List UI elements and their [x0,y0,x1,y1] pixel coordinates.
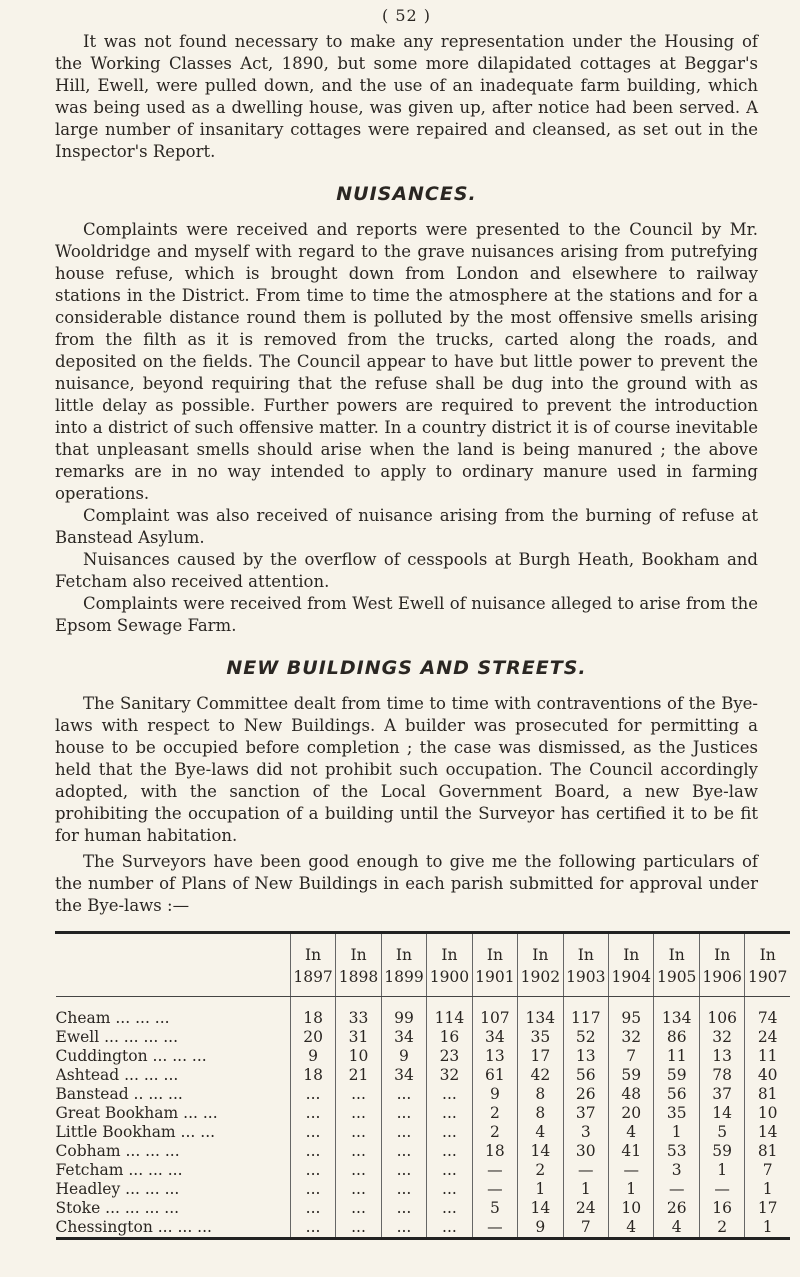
plan-count-cell: 14 [518,1142,563,1161]
page-number: ( 52 ) [381,6,431,25]
place-name-cell: Little Bookham ... ... [55,1123,216,1141]
plan-count-cell: ... [290,1180,335,1199]
plan-count-cell: 34 [381,1028,426,1047]
plan-count-cell: 59 [609,1066,654,1085]
plan-count-cell: — [563,1161,608,1180]
intro-paragraph: It was not found necessary to make any representation under the Housing of the Working Classes Act, 1890, but some more dilapidated cottages at Beggar's Hill, Ewell, were pulled down, and the use of an inadequate farm building, which was being used as a dwelling house, was given up, after notice had been served. A large number of insanitary cottages were repaired and cleansed, as set out in the Inspector's Report. [55,32,758,161]
new-buildings-paragraph-1: The Sanitary Committee dealt from time to time with contraventions of the Bye-laws with respect to New Buildings. A builder was prosecuted for permitting a house to be occupied before completion ; the case was dismissed, as the Justices held that the Bye-laws did not prohibit such occupation. The Council accordingly adopted, with the sanction of the Local Government Board, a new Bye-law prohibiting the occupation of a building until the Surveyor has certified it to be fit for human habitation. [55,694,758,845]
plan-count-cell: ... [336,1142,381,1161]
plan-count-cell: ... [336,1199,381,1218]
plan-count-cell: 1 [563,1180,608,1199]
place-name-cell: Cheam ... ... ... [55,1009,170,1027]
plan-count-cell: 10 [745,1104,790,1123]
place-name-cell: Banstead .. ... ... [55,1085,183,1103]
plan-count-cell: 18 [290,1066,335,1085]
plan-count-cell: 32 [699,1028,744,1047]
plan-count-cell: 13 [699,1047,744,1066]
plan-count-cell: ... [427,1104,472,1123]
plan-count-cell: ... [290,1085,335,1104]
plan-count-cell: ... [381,1085,426,1104]
building-plans-table [55,931,790,1242]
plan-count-cell: 95 [609,997,654,1029]
plan-count-cell: 20 [609,1104,654,1123]
place-name-cell: Cuddington ... ... ... [55,1047,207,1065]
table-row [56,1028,791,1047]
plan-count-cell: ... [290,1199,335,1218]
plan-count-cell: 4 [654,1218,699,1239]
plan-count-cell: ... [290,1142,335,1161]
plan-count-cell: 1 [699,1161,744,1180]
plan-count-cell: 13 [563,1047,608,1066]
year-header: In 1905 [654,934,699,997]
year-header: In 1907 [745,934,790,997]
year-header: In 1904 [609,934,654,997]
plan-count-cell: ... [336,1180,381,1199]
year-header: In 1903 [563,934,608,997]
plan-count-cell: 3 [563,1123,608,1142]
nuisances-paragraph-1: Complaints were received and reports were presented to the Council by Mr. Wooldridge and myself with regard to the grave nuisances arising from putrefying house refuse, which is brought down from London and elsewhere to railway stations in the District. From time to time the atmosphere at the stations and for a considerable distance round them is polluted by the most offensive smells arising from the filth as it is removed from the trucks, carted along the roads, and deposited on the fields. The Council appear to have but little power to prevent the nuisance, beyond requiring that the refuse shall be dug into the ground with as little delay as possible. Further powers are required to prevent the introduction into a district of such offensive matter. In a country district it is of course inevitable that unpleasant smells should arise when the land is being manured ; the above remarks are in no way intended to apply to ordinary manure used in farming operations. [55,220,758,503]
plan-count-cell: 9 [472,1085,517,1104]
place-name-cell: Stoke ... ... ... ... [55,1199,180,1217]
plan-count-cell: — [699,1180,744,1199]
plan-count-cell: 56 [563,1066,608,1085]
plan-count-cell: ... [381,1199,426,1218]
plan-count-cell: 4 [609,1123,654,1142]
plan-count-cell: 11 [745,1047,790,1066]
place-name-cell: Headley ... ... ... [55,1180,180,1198]
plan-count-cell: 1 [518,1180,563,1199]
year-header: In 1906 [699,934,744,997]
plan-count-cell: ... [427,1218,472,1239]
place-name-cell: Chessington ... ... ... [55,1218,212,1236]
plan-count-cell: 14 [518,1199,563,1218]
plan-count-cell: 14 [699,1104,744,1123]
plan-count-cell: 9 [518,1218,563,1239]
plan-count-cell: 14 [745,1123,790,1142]
plan-count-cell: 48 [609,1085,654,1104]
plan-count-cell: 9 [290,1047,335,1066]
plan-count-cell: 32 [609,1028,654,1047]
plan-count-cell: 56 [654,1085,699,1104]
plan-count-cell: ... [427,1085,472,1104]
plan-count-cell: 32 [427,1066,472,1085]
plan-count-cell: 1 [745,1218,790,1239]
plan-count-cell: 134 [654,997,699,1029]
plan-count-cell: 52 [563,1028,608,1047]
plan-count-cell: 18 [290,997,335,1029]
plan-count-cell: 4 [609,1218,654,1239]
plan-count-cell: ... [427,1161,472,1180]
new-buildings-paragraph-2: The Surveyors have been good enough to give me the following particulars of the number of Plans of New Buildings in each parish submitted for approval under the Bye-laws :— [55,852,758,915]
plan-count-cell: 78 [699,1066,744,1085]
plan-count-cell: 5 [472,1199,517,1218]
plan-count-cell: ... [381,1123,426,1142]
plan-count-cell: 11 [654,1047,699,1066]
new-buildings-heading: NEW BUILDINGS AND STREETS. [226,657,587,679]
table-row [56,1142,791,1161]
plan-count-cell: ... [381,1218,426,1239]
plan-count-cell: 7 [745,1161,790,1180]
plan-count-cell: 61 [472,1066,517,1085]
nuisances-paragraph-3: Nuisances caused by the overflow of cesspools at Burgh Heath, Bookham and Fetcham also received attention. [55,550,758,591]
plan-count-cell: 33 [336,997,381,1029]
place-name-cell: Ashtead ... ... ... [55,1066,179,1084]
plan-count-cell: 34 [472,1028,517,1047]
plan-count-cell: ... [427,1180,472,1199]
plan-count-cell: 53 [654,1142,699,1161]
plan-count-cell: 26 [563,1085,608,1104]
plan-count-cell: 17 [518,1047,563,1066]
plan-count-cell: 10 [609,1199,654,1218]
plan-count-cell: ... [381,1180,426,1199]
plan-count-cell: 10 [336,1047,381,1066]
plan-count-cell: 41 [609,1142,654,1161]
year-header: In 1902 [518,934,563,997]
plan-count-cell: ... [427,1123,472,1142]
plan-count-cell: ... [336,1161,381,1180]
place-name-cell: Great Bookham ... ... [55,1104,218,1122]
plan-count-cell: 106 [699,997,744,1029]
plan-count-cell: 8 [518,1104,563,1123]
plan-count-cell: ... [336,1085,381,1104]
plan-count-cell: 2 [699,1218,744,1239]
plan-count-cell: 23 [427,1047,472,1066]
table-row [56,1085,791,1104]
plan-count-cell: 24 [745,1028,790,1047]
plan-count-cell: 16 [427,1028,472,1047]
plan-count-cell: 26 [654,1199,699,1218]
table-header-row [56,934,791,997]
plan-count-cell: 81 [745,1142,790,1161]
plan-count-cell: 42 [518,1066,563,1085]
plan-count-cell: 8 [518,1085,563,1104]
plan-count-cell: 81 [745,1085,790,1104]
plan-count-cell: ... [427,1199,472,1218]
place-name-cell: Fetcham ... ... ... [55,1161,183,1179]
year-header: In 1900 [427,934,472,997]
plan-count-cell: ... [290,1161,335,1180]
plan-count-cell: 18 [472,1142,517,1161]
plan-count-cell: 86 [654,1028,699,1047]
table-row [56,1218,791,1239]
table-row [56,1199,791,1218]
plan-count-cell: 13 [472,1047,517,1066]
plan-count-cell: 2 [472,1104,517,1123]
table-row [56,1123,791,1142]
table-row [56,1066,791,1085]
plan-count-cell: 7 [609,1047,654,1066]
plan-count-cell: — [654,1180,699,1199]
plan-count-cell: 30 [563,1142,608,1161]
plan-count-cell: 2 [518,1161,563,1180]
plan-count-cell: 21 [336,1066,381,1085]
plan-count-cell: — [472,1180,517,1199]
plan-count-cell: — [472,1161,517,1180]
table-row [56,1161,791,1180]
plan-count-cell: 59 [699,1142,744,1161]
plan-count-cell: ... [427,1142,472,1161]
nuisances-heading: NUISANCES. [336,183,477,205]
plan-count-cell: 4 [518,1123,563,1142]
plan-count-cell: 37 [563,1104,608,1123]
plan-count-cell: 16 [699,1199,744,1218]
plan-count-cell: ... [336,1104,381,1123]
plan-count-cell: 1 [609,1180,654,1199]
nuisances-paragraph-2: Complaint was also received of nuisance arising from the burning of refuse at Banstead Asylum. [55,506,758,547]
plan-count-cell: 3 [654,1161,699,1180]
plan-count-cell: 17 [745,1199,790,1218]
place-column-header [56,934,291,997]
plan-count-cell: 35 [518,1028,563,1047]
plan-count-cell: 74 [745,997,790,1029]
plan-count-cell: 107 [472,997,517,1029]
plan-count-cell: 20 [290,1028,335,1047]
plan-count-cell: 40 [745,1066,790,1085]
table-row [56,1104,791,1123]
year-header: In 1897 [290,934,335,997]
plan-count-cell: ... [290,1123,335,1142]
plan-count-cell: 114 [427,997,472,1029]
plan-count-cell: — [472,1218,517,1239]
plan-count-cell: 34 [381,1066,426,1085]
year-header: In 1898 [336,934,381,997]
table-row [56,1180,791,1199]
plan-count-cell: 31 [336,1028,381,1047]
plan-count-cell: ... [290,1104,335,1123]
place-name-cell: Cobham ... ... ... [55,1142,180,1160]
plan-count-cell: ... [290,1218,335,1239]
plan-count-cell: ... [336,1123,381,1142]
plan-count-cell: 7 [563,1218,608,1239]
place-name-cell: Ewell ... ... ... ... [55,1028,179,1046]
plan-count-cell: 117 [563,997,608,1029]
year-header: In 1901 [472,934,517,997]
plan-count-cell: 9 [381,1047,426,1066]
nuisances-paragraph-4: Complaints were received from West Ewell of nuisance alleged to arise from the Epsom Sewage Farm. [55,594,758,635]
plan-count-cell: 37 [699,1085,744,1104]
plan-count-cell: 1 [745,1180,790,1199]
year-header: In 1899 [381,934,426,997]
plan-count-cell: 1 [654,1123,699,1142]
plan-count-cell: 35 [654,1104,699,1123]
plan-count-cell: ... [381,1161,426,1180]
plan-count-cell: 59 [654,1066,699,1085]
plan-count-cell: 24 [563,1199,608,1218]
plan-count-cell: 134 [518,997,563,1029]
plan-count-cell: ... [381,1142,426,1161]
table-row [56,1047,791,1066]
plan-count-cell: 99 [381,997,426,1029]
plan-count-cell: ... [381,1104,426,1123]
plan-count-cell: — [609,1161,654,1180]
plan-count-cell: ... [336,1218,381,1239]
table-row [56,997,791,1029]
plan-count-cell: 5 [699,1123,744,1142]
plan-count-cell: 2 [472,1123,517,1142]
